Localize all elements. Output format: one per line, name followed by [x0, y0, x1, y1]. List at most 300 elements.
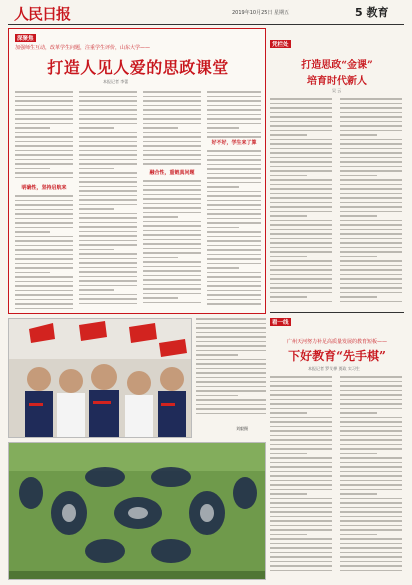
text-line [270, 278, 332, 280]
students-photo [8, 318, 192, 438]
text-line [270, 516, 332, 518]
issue-date: 2019年10月25日 星期五 [232, 10, 290, 16]
text-line [340, 507, 402, 509]
text-line [79, 258, 137, 260]
text-line [270, 529, 332, 531]
text-line [196, 332, 266, 334]
text-line [270, 152, 332, 154]
text-line [79, 280, 137, 282]
photo-credit: 刘毅摄 [236, 426, 248, 431]
text-line [340, 175, 377, 177]
text-line [143, 145, 201, 147]
text-line [207, 168, 261, 170]
text-line [270, 229, 332, 231]
text-line [340, 233, 402, 235]
text-line [15, 258, 73, 260]
text-line [79, 208, 114, 210]
text-line [270, 116, 332, 118]
text-line [15, 213, 73, 215]
text-line [270, 439, 332, 441]
text-line [270, 511, 332, 513]
text-line [270, 247, 332, 249]
text-line [270, 534, 307, 536]
text-line [79, 298, 137, 300]
text-line [15, 290, 73, 292]
text-line [196, 413, 266, 415]
text-line [340, 457, 402, 459]
text-line [15, 285, 73, 287]
text-line [207, 218, 261, 220]
main-kicker-tag: 深聚焦 [17, 36, 34, 42]
text-line [143, 123, 201, 125]
text-line [340, 292, 402, 294]
text-line [207, 136, 261, 138]
text-line [340, 570, 402, 572]
main-col-3 [143, 91, 201, 168]
text-line [196, 327, 266, 329]
text-line [207, 155, 261, 157]
text-line [340, 184, 402, 186]
text-line [143, 136, 201, 138]
text-line [207, 164, 261, 166]
text-line [340, 211, 402, 213]
text-line [340, 283, 402, 285]
text-line [270, 202, 332, 204]
text-line [270, 552, 332, 554]
text-line [340, 547, 402, 549]
text-line [196, 395, 238, 397]
text-line [143, 279, 201, 281]
text-line [270, 251, 332, 253]
br-headline: 下好教育“先手棋” [288, 349, 386, 363]
text-line [143, 221, 201, 223]
text-line [207, 281, 261, 283]
text-line [270, 435, 332, 437]
text-line [270, 430, 332, 432]
section-number: 5 教育 [355, 6, 389, 19]
text-line [340, 197, 402, 199]
text-line [340, 202, 402, 204]
text-line [270, 166, 332, 168]
text-line [207, 114, 261, 116]
text-line [340, 215, 377, 217]
text-line [340, 381, 402, 383]
text-line [340, 475, 402, 477]
text-line [143, 216, 178, 218]
text-line [15, 168, 50, 170]
text-line [340, 511, 402, 513]
text-line [196, 399, 266, 401]
text-line [270, 206, 332, 208]
sidebar-col-1 [270, 98, 332, 305]
text-line [207, 290, 261, 292]
caption-lines [196, 318, 266, 417]
text-line [143, 189, 201, 191]
text-line [196, 404, 266, 406]
text-line [207, 276, 261, 278]
text-line [270, 143, 332, 145]
text-line [15, 231, 50, 233]
text-line [143, 163, 201, 165]
text-line [340, 529, 402, 531]
main-col-1 [15, 91, 73, 181]
text-line [270, 193, 332, 195]
text-line [270, 457, 332, 459]
text-line [15, 222, 73, 224]
text-line [79, 114, 137, 116]
text-line [207, 91, 261, 93]
text-line [270, 148, 332, 150]
text-line [340, 107, 402, 109]
text-line [340, 444, 402, 446]
text-line [196, 354, 238, 356]
text-line [270, 471, 332, 473]
text-line [340, 179, 402, 181]
text-line [15, 145, 73, 147]
text-line [207, 109, 261, 111]
text-line [207, 200, 261, 202]
text-line [15, 114, 73, 116]
text-line [340, 247, 402, 249]
text-line [340, 489, 402, 491]
text-line [340, 206, 402, 208]
text-line [340, 121, 402, 123]
newspaper-logo: 人民日报 [14, 5, 71, 23]
text-line [79, 186, 137, 188]
text-line [196, 408, 266, 410]
text-line [270, 287, 332, 289]
text-line [340, 565, 402, 567]
text-line [340, 390, 402, 392]
text-line [79, 145, 137, 147]
main-col-4 [207, 91, 261, 141]
photo-caption [196, 318, 266, 438]
text-line [340, 265, 402, 267]
text-line [207, 294, 261, 296]
text-line [340, 269, 402, 271]
text-line [270, 103, 332, 105]
text-line [340, 426, 402, 428]
text-line [270, 466, 332, 468]
text-line [270, 547, 332, 549]
text-line [196, 381, 266, 383]
text-line [79, 294, 137, 296]
sidebar-rule [270, 312, 404, 313]
text-line [143, 261, 201, 263]
text-line [143, 234, 201, 236]
text-line [143, 284, 201, 286]
text-line [270, 256, 307, 258]
text-line [207, 267, 239, 269]
text-line [79, 217, 137, 219]
sidebar-headline-1: 打造思政“金课” [301, 60, 373, 71]
text-line [270, 448, 332, 450]
text-line [15, 249, 73, 251]
text-line [196, 363, 266, 365]
text-line [270, 292, 332, 294]
text-line [79, 91, 137, 93]
text-line [207, 96, 261, 98]
text-line [143, 293, 201, 295]
text-line [143, 302, 201, 304]
bottom-right-article [270, 314, 404, 580]
text-line [340, 125, 402, 127]
text-line [340, 403, 402, 405]
text-line [340, 520, 402, 522]
text-line [207, 127, 239, 129]
text-line [270, 480, 332, 482]
text-line [79, 285, 137, 287]
text-line [270, 484, 332, 486]
text-line [79, 100, 137, 102]
text-line [270, 188, 332, 190]
text-line [270, 175, 307, 177]
text-line [340, 534, 377, 536]
text-line [79, 168, 114, 170]
text-line [207, 245, 261, 247]
text-line [340, 552, 402, 554]
text-line [143, 270, 201, 272]
text-line [270, 179, 332, 181]
text-line [15, 254, 73, 256]
text-line [143, 100, 201, 102]
text-line [340, 439, 402, 441]
text-line [207, 204, 261, 206]
text-line [270, 211, 332, 213]
text-line [143, 150, 201, 152]
main-col-3b [143, 180, 201, 306]
text-line [143, 198, 201, 200]
text-line [79, 244, 137, 246]
text-line [15, 209, 73, 211]
text-line [143, 225, 201, 227]
text-line [15, 281, 73, 283]
text-line [207, 195, 261, 197]
text-line [270, 107, 332, 109]
text-line [340, 516, 402, 518]
text-line [340, 421, 402, 423]
text-line [340, 399, 402, 401]
text-line [15, 240, 73, 242]
text-line [270, 394, 332, 396]
sidebar-author: 吴 云 [332, 88, 342, 93]
text-line [207, 299, 261, 301]
text-line [207, 227, 239, 229]
text-line [270, 525, 332, 527]
text-line [143, 275, 201, 277]
text-line [15, 118, 73, 120]
text-line [79, 190, 137, 192]
text-line [340, 143, 402, 145]
text-line [207, 263, 261, 265]
text-line [340, 412, 377, 414]
text-line [340, 430, 402, 432]
text-line [143, 91, 201, 93]
text-line [270, 493, 307, 495]
text-line [207, 173, 261, 175]
formation-photo [8, 442, 266, 580]
text-line [340, 251, 402, 253]
text-line [15, 263, 73, 265]
text-line [270, 296, 307, 298]
text-line [143, 180, 201, 182]
text-line [270, 502, 332, 504]
br-col-1 [270, 376, 332, 574]
text-line [79, 105, 137, 107]
br-byline: 本报记者 罗艾桦 贾政 实习生 [308, 366, 360, 371]
text-line [79, 159, 137, 161]
text-line [79, 132, 137, 134]
text-line [15, 150, 73, 152]
text-line [79, 127, 114, 129]
text-line [340, 130, 402, 132]
text-line [270, 139, 332, 141]
text-line [79, 204, 137, 206]
text-line [196, 336, 266, 338]
text-line [340, 139, 402, 141]
text-line [340, 278, 402, 280]
text-line [15, 204, 73, 206]
text-line [15, 200, 73, 202]
text-line [340, 238, 402, 240]
text-line [207, 123, 261, 125]
text-line [143, 252, 201, 254]
text-line [207, 100, 261, 102]
text-line [207, 182, 261, 184]
text-line [207, 186, 239, 188]
text-line [270, 408, 332, 410]
text-line [270, 242, 332, 244]
text-line [15, 177, 73, 179]
text-line [15, 276, 73, 278]
text-line [15, 100, 73, 102]
main-section-2: 融合性，重链真问题 [149, 170, 195, 176]
text-line [340, 385, 402, 387]
text-line [196, 372, 266, 374]
text-line [143, 154, 201, 156]
text-line [270, 489, 332, 491]
text-line [270, 161, 332, 163]
text-line [340, 242, 402, 244]
text-line [270, 561, 332, 563]
text-line [143, 109, 201, 111]
text-line [270, 475, 332, 477]
text-line [340, 116, 402, 118]
text-line [270, 112, 332, 114]
text-line [340, 376, 402, 378]
sidebar-article [270, 28, 404, 310]
text-line [270, 453, 307, 455]
text-line [340, 274, 402, 276]
text-line [207, 177, 261, 179]
text-line [270, 224, 332, 226]
text-line [340, 498, 402, 500]
text-line [270, 184, 332, 186]
text-line [340, 301, 402, 303]
text-line [79, 199, 137, 201]
text-line [79, 96, 137, 98]
text-line [15, 227, 73, 229]
text-line [270, 274, 332, 276]
text-line [79, 303, 137, 305]
main-section-1: 明确性，坚持启航来 [21, 185, 67, 191]
text-line [143, 297, 178, 299]
text-line [79, 181, 137, 183]
text-line [340, 166, 402, 168]
text-line [207, 222, 261, 224]
text-line [15, 127, 50, 129]
text-line [79, 118, 137, 120]
text-line [207, 231, 261, 233]
text-line [15, 91, 73, 93]
text-line [143, 212, 201, 214]
text-line [15, 218, 73, 220]
text-line [79, 262, 137, 264]
text-line [340, 193, 402, 195]
text-line [79, 150, 137, 152]
text-line [143, 194, 201, 196]
text-line [207, 258, 261, 260]
text-line [270, 269, 332, 271]
text-line [270, 543, 332, 545]
text-line [207, 285, 261, 287]
text-line [79, 177, 137, 179]
text-line [79, 289, 114, 291]
text-line [270, 376, 332, 378]
text-line [270, 421, 332, 423]
text-line [340, 471, 402, 473]
br-subhead: 广州天河努力补足高质量发展的教育短板—— [286, 339, 387, 345]
text-line [15, 136, 73, 138]
text-line [207, 236, 261, 238]
text-line [340, 462, 402, 464]
br-kicker [270, 318, 293, 326]
text-line [15, 96, 73, 98]
text-line [270, 556, 332, 558]
text-line [340, 134, 377, 136]
text-line [340, 466, 402, 468]
text-line [270, 385, 332, 387]
text-line [15, 245, 73, 247]
text-line [79, 267, 137, 269]
main-subhead: 加强师生互动，改革学生问题，注重学生评价，山东大学—— [15, 45, 151, 51]
text-line [143, 141, 201, 143]
text-line [15, 294, 73, 296]
text-line [79, 123, 137, 125]
text-line [15, 272, 50, 274]
text-line [143, 159, 201, 161]
text-line [143, 230, 201, 232]
text-line [340, 256, 377, 258]
text-line [270, 565, 332, 567]
text-line [270, 403, 332, 405]
text-line [270, 233, 332, 235]
text-line [15, 303, 73, 305]
text-line [207, 303, 261, 305]
text-line [207, 118, 261, 120]
br-col-2 [340, 376, 402, 574]
text-line [340, 220, 402, 222]
main-section-3: 好不好，学生来了算 [211, 140, 257, 146]
main-col-2 [79, 91, 137, 307]
text-line [270, 265, 332, 267]
text-line [143, 118, 201, 120]
text-line [270, 215, 307, 217]
text-line [15, 236, 73, 238]
text-line [270, 390, 332, 392]
text-line [270, 417, 332, 419]
main-col-1b [15, 195, 73, 312]
